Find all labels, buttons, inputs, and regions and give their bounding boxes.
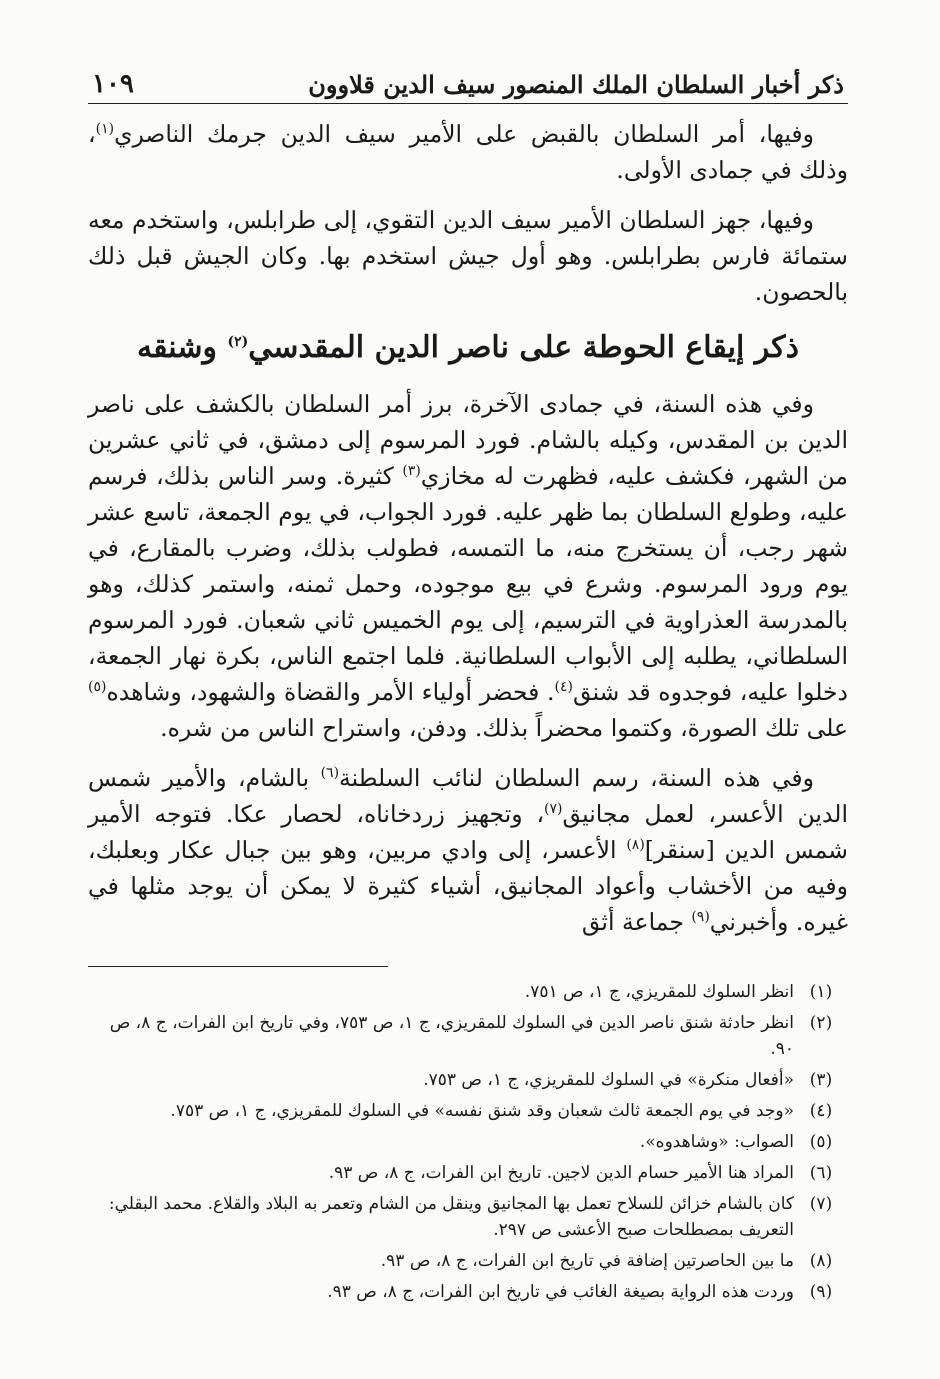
footnotes [88,979,848,1305]
footnote: (٧) كان بالشام خزائن للسلاح تعمل بها المجانيق وينقل من الشام وتعمر به البلاد والقلاع. محمد البقلي: التعريف بمصطلحات صبح الأعشى ص ٢٩٧. [108,1194,833,1240]
paragraph: وفي هذه السنة، في جمادى الآخرة، برز أمر السلطان بالكشف على ناصر الدين بن المقدس، وكيله بالشام. فورد المرسوم إلى دمشق، في ثاني عشرين من الشهر، فكشف عليه، فظهرت له مخازي$^{(٣)}$ كثيرة. وسر الناس بذلك، فرسم عليه، وطولع السلطان بما ظهر عليه. فورد الجواب، في يوم الجمعة، تاسع عشر شهر رجب، أن يستخرج منه، ما التمسه، فطولب بذلك، وضرب بالمقارع، في يوم ورود المرسوم. وشرع في بيع موجوده، وحمل ثمنه، واستمر كذلك، وهو بالمدرسة العذراوية في الترسيم، إلى يوم الخميس ثاني شعبان. فورد المرسوم السلطاني، يطلبه إلى الأبواب السلطانية. فلما اجتمع الناس، بكرة نهار الجمعة، دخلوا عليه، فوجدوه قد شنق$^{(٤)}$. فحضر أولياء الأمر والقضاة والشهود، وشاهده$^{(٥)}$ على تلك الصورة، وكتموا محضراً بذلك. ودفن، واستراح الناس من شره. [88,390,849,742]
footnote: (٤) «وجد في يوم الجمعة ثالث شعبان وقد شنق نفسه» في السلوك للمقريزي، ج ١، ص ٧٥٣. [170,1101,833,1121]
footnote-ref: (٣) [402,463,421,480]
paragraph: وفيها، أمر السلطان بالقبض على الأمير سيف الدين جرمك الناصري$^{(١)}$، وذلك في جمادى الأولى. [88,120,848,184]
footnote: (٥) الصواب: «وشاهدوه». [639,1132,833,1152]
footnote-ref: (٥) [88,679,107,696]
paragraph: وفي هذه السنة، رسم السلطان لنائب السلطنة$^{(٦)}$ بالشام، والأمير شمس الدين الأعسر، لعمل مجانيق$^{(٧)}$، وتجهيز زردخاناه، لحصار عكا. فتوجه الأمير شمس الدين [سنقر]$^{(٨)}$ الأعسر، إلى وادي مربين، وهو بين جبال عكار وبعلبك، وفيه من الأخشاب وأعواد المجانيق، أشياء كثيرة لا يمكن أن يوجد مثلها في غيره. وأخبرني$^{(٩)}$ جماعة أثق [88,764,848,936]
footnote: (٦) المراد هنا الأمير حسام الدين لاجين. تاريخ ابن الفرات، ج ٨، ص ٩٣. [328,1163,833,1183]
book-page [88,62,848,1310]
running-header [88,62,848,104]
footnote-ref: (١) [95,121,115,138]
running-title: ذكر أخبار السلطان الملك المنصور سيف الدين قلاوون [308,70,844,99]
footnote-ref: (٤) [554,679,573,696]
footnote-divider [88,966,388,967]
footnote: (٢) انظر حادثة شنق ناصر الدين في السلوك للمقريزي، ج ١، ص ٧٥٣، وفي تاريخ ابن الفرات، ج ٨، ص ٩٠. [109,1013,833,1059]
footnote: (١) انظر السلوك للمقريزي، ج ١، ص ٧٥١. [524,982,833,1002]
section-heading: ذكر إيقاع الحوطة على ناصر الدين المقدسي$^{(٢)}$ وشنقه [137,330,799,365]
footnote: (٨) ما بين الحاصرتين إضافة في تاريخ ابن الفرات، ج ٨، ص ٩٣. [380,1251,833,1271]
paragraph: وفيها، جهز السلطان الأمير سيف الدين التقوي، إلى طرابلس، واستخدم معه ستمائة فارس بطرابلس. وهو أول جيش استخدم بها. وكان الجيش قبل ذلك بالحصون. [88,206,848,306]
footnote-ref: (٨) [626,837,645,854]
footnote: (٣) «أفعال منكرة» في السلوك للمقريزي، ج ١، ص ٧٥٣. [423,1070,833,1090]
footnote: (٩) وردت هذه الرواية بصيغة الغائب في تاريخ ابن الفرات، ج ٨، ص ٩٣. [327,1282,833,1302]
footnote-ref: (٢) [227,334,249,350]
footnote-ref: (٦) [320,765,340,782]
footnote-ref: (٩) [691,909,710,926]
page-number: ١٠٩ [92,69,134,99]
footnote-ref: (٧) [544,801,563,818]
main-text [88,116,848,940]
